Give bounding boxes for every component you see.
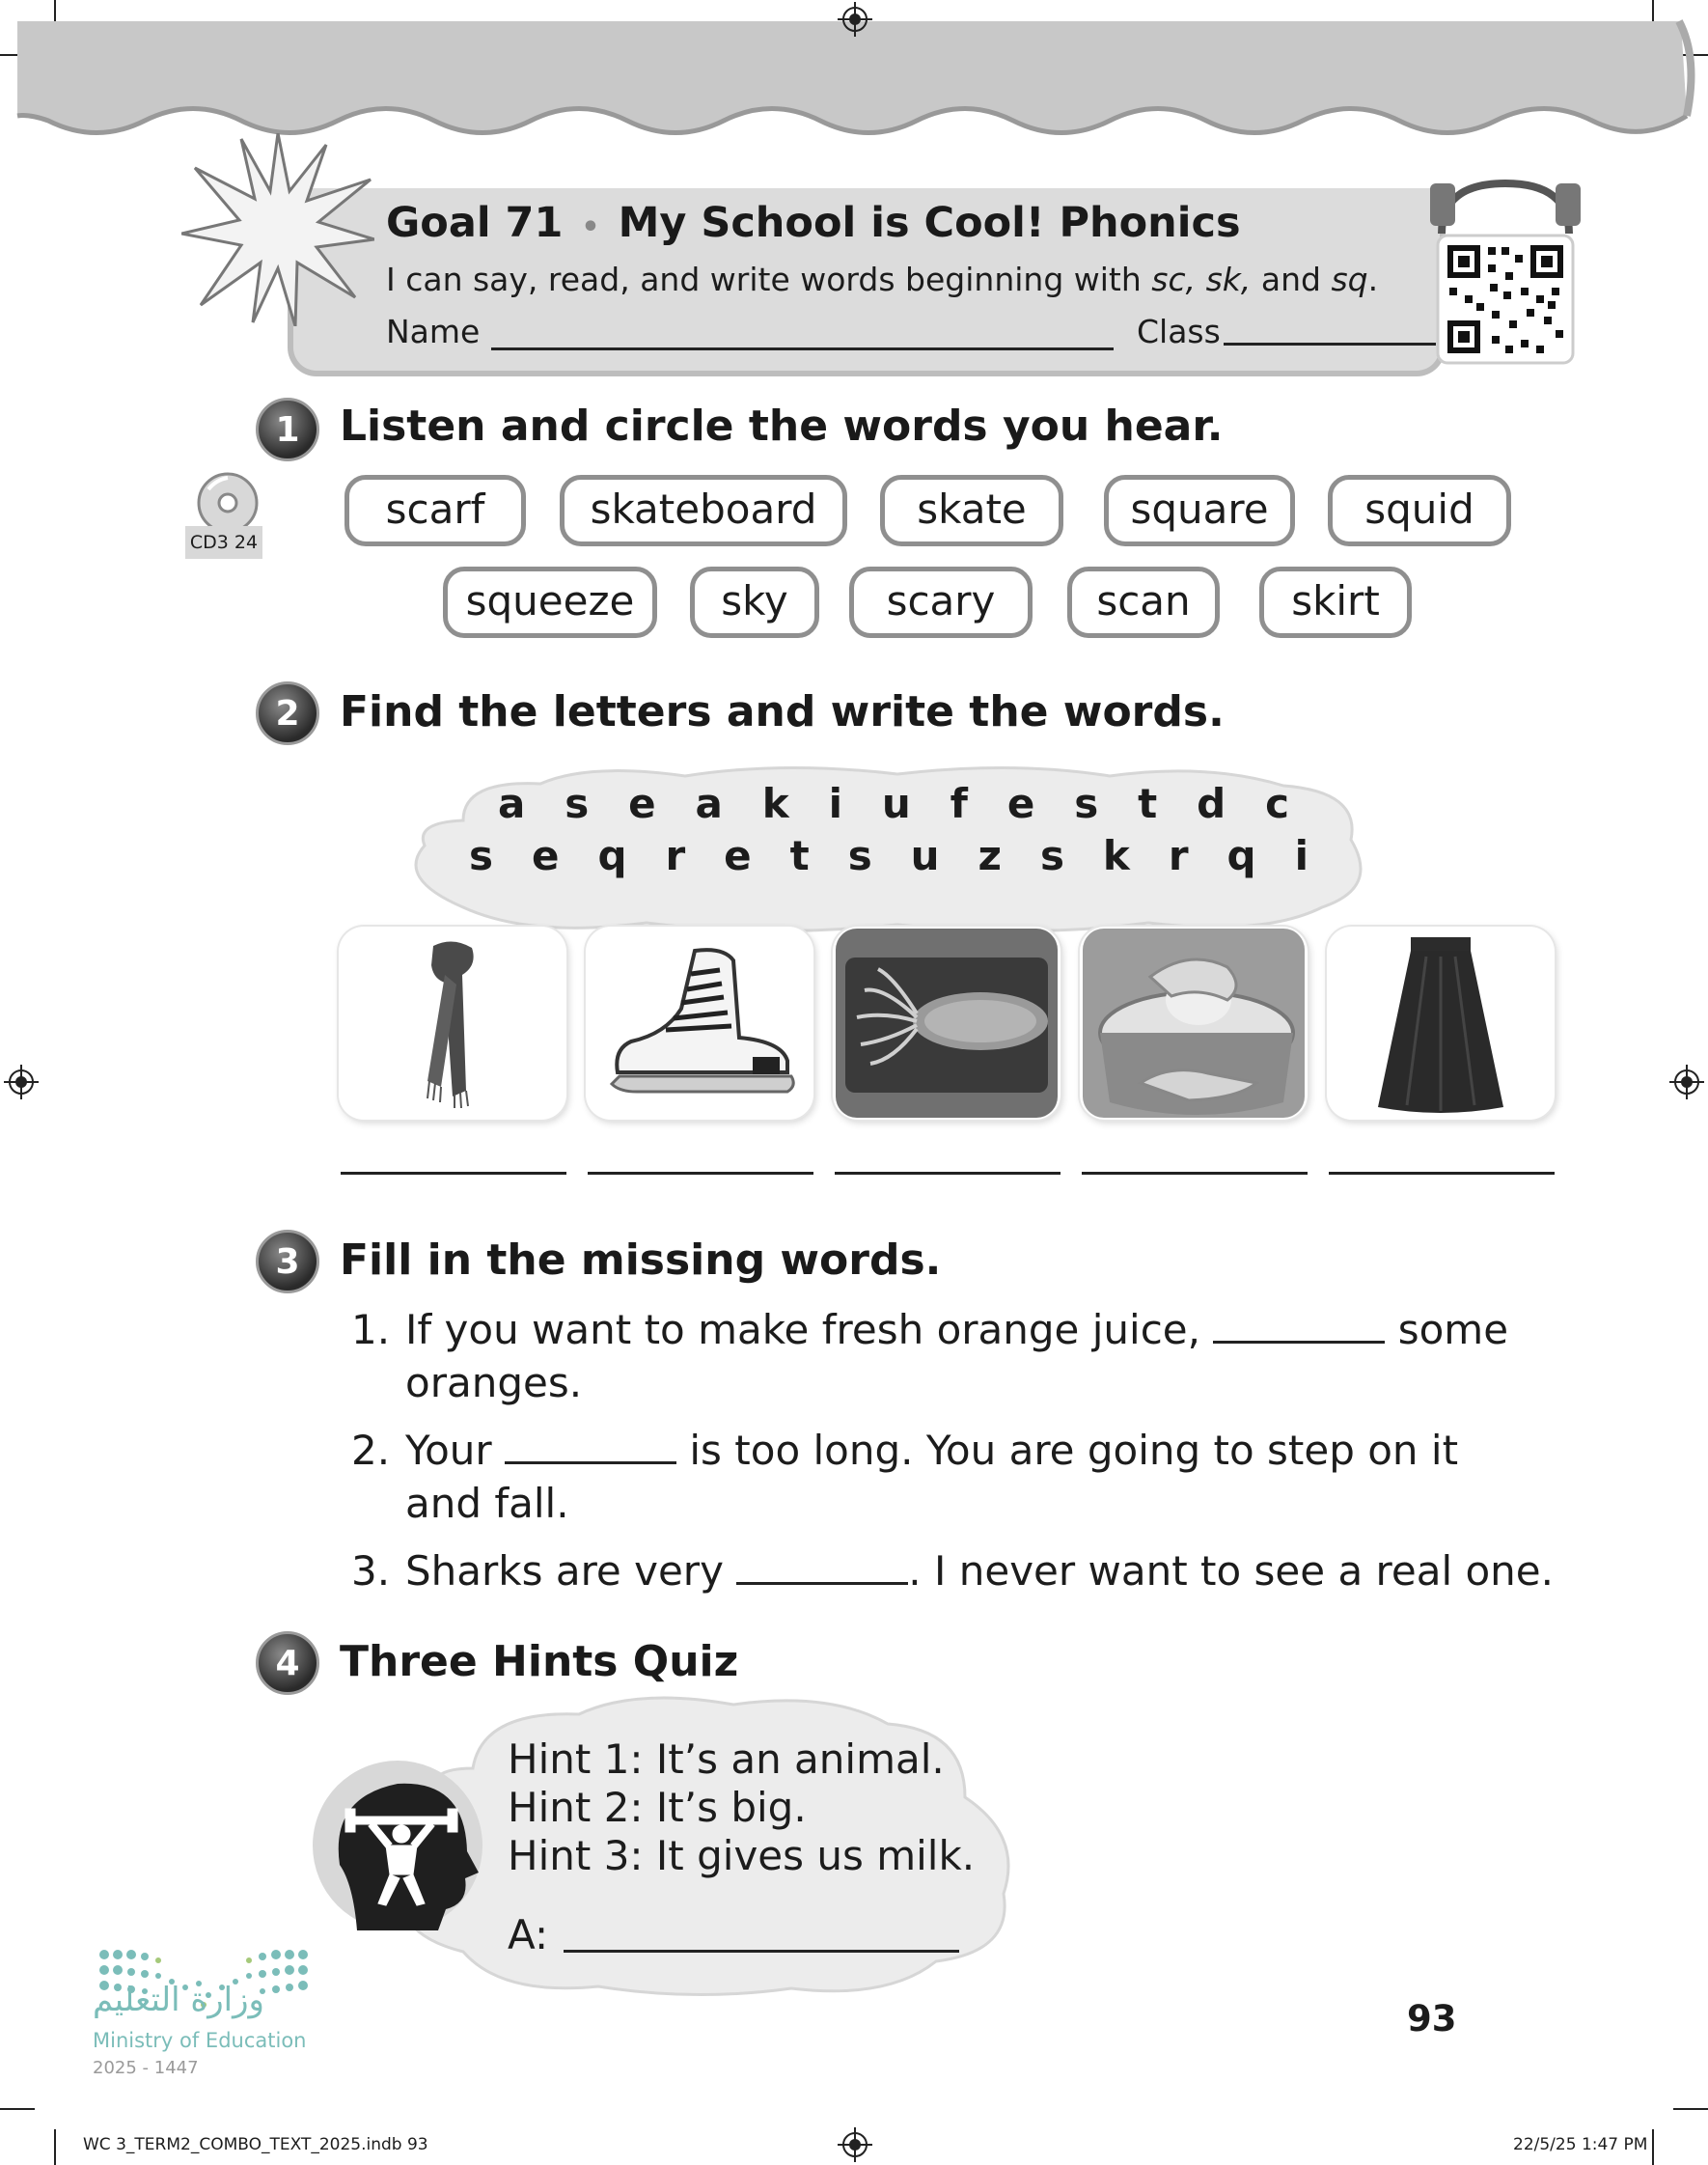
word-pill-scan[interactable]: scan bbox=[1067, 567, 1220, 638]
letter: c bbox=[1265, 780, 1289, 827]
section-1-badge: 1 bbox=[256, 398, 319, 461]
goal-objective: I can say, read, and write words beginning with sc, sk, and sq. bbox=[386, 261, 1379, 298]
word-pill-sky[interactable]: sky bbox=[690, 567, 819, 638]
letter: s bbox=[565, 780, 590, 827]
section-2-title: Find the letters and write the words. bbox=[340, 687, 1225, 736]
letter: k bbox=[1102, 832, 1130, 879]
footer-timestamp: 22/5/25 1:47 PM bbox=[1513, 2135, 1648, 2154]
registration-mark-icon bbox=[1669, 1065, 1704, 1099]
fill-blank[interactable] bbox=[1213, 1309, 1385, 1344]
section-3-title: Fill in the missing words. bbox=[340, 1235, 942, 1285]
letter: e bbox=[628, 780, 656, 827]
letter: s bbox=[1039, 832, 1064, 879]
hint-1: Hint 1: It’s an animal. bbox=[508, 1735, 945, 1783]
letter: q bbox=[597, 832, 627, 879]
footer-file-info: WC 3_TERM2_COMBO_TEXT_2025.indb 93 bbox=[83, 2135, 428, 2154]
crop-mark bbox=[1652, 2129, 1654, 2165]
skate-picture bbox=[586, 927, 813, 1120]
letter: e bbox=[724, 832, 752, 879]
letter: r bbox=[1168, 832, 1189, 879]
letter-row-1 bbox=[498, 780, 1289, 827]
goal-title: Goal 71 • My School is Cool! Phonics bbox=[386, 199, 1241, 247]
hint-3: Hint 3: It gives us milk. bbox=[508, 1832, 976, 1879]
letter: s bbox=[1074, 780, 1099, 827]
letter: z bbox=[978, 832, 1002, 879]
sentence-2-continued: and fall. bbox=[405, 1480, 569, 1527]
registration-mark-icon bbox=[4, 1065, 39, 1099]
letter: t bbox=[789, 832, 810, 879]
answer-blank[interactable] bbox=[564, 1950, 959, 1953]
starburst-icon bbox=[181, 133, 374, 326]
sentence-1-continued: oranges. bbox=[405, 1359, 583, 1406]
answer-label: A: bbox=[508, 1911, 549, 1958]
answer-blank[interactable] bbox=[341, 1172, 566, 1175]
squid-icon bbox=[836, 929, 1058, 1118]
letter: a bbox=[695, 780, 723, 827]
name-label: Name bbox=[386, 313, 481, 350]
sentence-2: 2. Your is too long. You are going to step on it bbox=[351, 1427, 1459, 1474]
page-number: 93 bbox=[1407, 1998, 1457, 2040]
letter: u bbox=[910, 832, 940, 879]
letter: s bbox=[847, 832, 872, 879]
word-pill-skirt[interactable]: skirt bbox=[1259, 567, 1412, 638]
word-pill-scary[interactable]: scary bbox=[849, 567, 1033, 638]
cd-track-label: CD3 24 bbox=[185, 526, 262, 559]
class-label: Class bbox=[1137, 313, 1221, 350]
answer-blank[interactable] bbox=[588, 1172, 813, 1175]
name-field[interactable] bbox=[386, 313, 1114, 350]
section-4-title: Three Hints Quiz bbox=[340, 1637, 739, 1686]
scarf-picture bbox=[339, 927, 566, 1120]
fill-blank[interactable] bbox=[505, 1429, 676, 1464]
ministry-arabic-name: وزارة التعليم bbox=[93, 1981, 264, 2019]
word-pill-skateboard[interactable]: skateboard bbox=[560, 475, 847, 546]
section-1-title: Listen and circle the words you hear. bbox=[340, 402, 1224, 451]
word-pill-square[interactable]: square bbox=[1104, 475, 1295, 546]
thinking-head-icon bbox=[311, 1759, 484, 1952]
sentence-3: 3. Sharks are very . I never want to see a real one. bbox=[351, 1547, 1554, 1595]
answer-blank[interactable] bbox=[1329, 1172, 1555, 1175]
word-pill-skate[interactable]: skate bbox=[880, 475, 1063, 546]
letter: t bbox=[1138, 780, 1158, 827]
letter: e bbox=[531, 832, 560, 879]
crop-mark bbox=[1673, 2108, 1708, 2110]
letter: e bbox=[1006, 780, 1035, 827]
answer-blank[interactable] bbox=[835, 1172, 1061, 1175]
registration-mark-icon bbox=[838, 2127, 872, 2162]
ministry-year: 2025 - 1447 bbox=[93, 2058, 199, 2078]
section-3-badge: 3 bbox=[256, 1230, 319, 1293]
crop-mark bbox=[0, 2108, 35, 2110]
squid-picture bbox=[833, 927, 1061, 1120]
letter: i bbox=[828, 780, 842, 827]
skirt-icon bbox=[1368, 933, 1513, 1113]
answer-blank[interactable] bbox=[1082, 1172, 1308, 1175]
name-blank[interactable] bbox=[491, 321, 1114, 350]
section-2-badge: 2 bbox=[256, 681, 319, 745]
letter: u bbox=[881, 780, 911, 827]
word-pill-squid[interactable]: squid bbox=[1328, 475, 1511, 546]
letter: d bbox=[1197, 780, 1226, 827]
letter: i bbox=[1294, 832, 1309, 879]
letter: q bbox=[1226, 832, 1256, 879]
word-pill-scarf[interactable]: scarf bbox=[344, 475, 526, 546]
juicer-icon bbox=[1083, 929, 1305, 1118]
skirt-picture bbox=[1327, 927, 1555, 1120]
letter-row-2 bbox=[469, 832, 1309, 879]
section-4-badge: 4 bbox=[256, 1631, 319, 1695]
registration-mark-icon bbox=[838, 2, 872, 37]
letter: s bbox=[469, 832, 493, 879]
ice-skate-icon bbox=[598, 941, 801, 1105]
qr-code-icon[interactable] bbox=[1428, 176, 1583, 369]
word-pill-squeeze[interactable]: squeeze bbox=[443, 567, 657, 638]
letter: k bbox=[761, 780, 789, 827]
fill-blank[interactable] bbox=[736, 1550, 908, 1585]
sentence-1: 1. If you want to make fresh orange juice, some bbox=[351, 1306, 1509, 1353]
hint-2: Hint 2: It’s big. bbox=[508, 1784, 807, 1831]
class-blank[interactable] bbox=[1224, 311, 1436, 346]
squeeze-picture bbox=[1080, 927, 1308, 1120]
ministry-english-name: Ministry of Education bbox=[93, 2029, 307, 2052]
letter: r bbox=[665, 832, 686, 879]
crop-mark bbox=[54, 2129, 56, 2165]
letter: f bbox=[950, 780, 968, 827]
letter: a bbox=[498, 780, 526, 827]
scarf-icon bbox=[395, 936, 510, 1110]
